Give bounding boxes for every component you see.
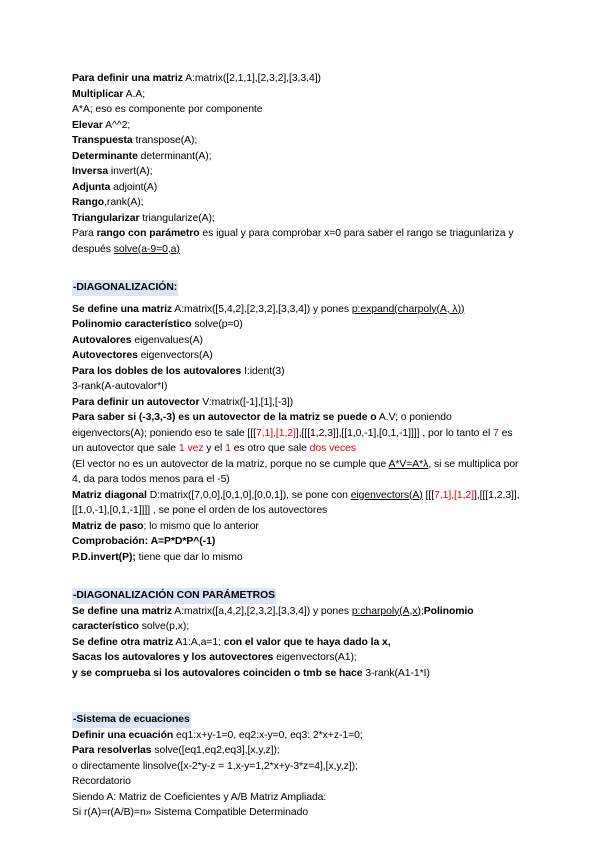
text-run: Autovalores	[72, 334, 132, 346]
triangularize-code: triangularize(A);	[139, 212, 215, 224]
rank-line	[72, 195, 524, 211]
text-run: solve([eq1,eq2,eq3],[x,y,z]);	[151, 745, 280, 756]
transpose-line	[72, 133, 524, 149]
text-run: V:matrix([-1],[1],[-3])	[199, 396, 294, 408]
text-run: A1:A,a=1;	[173, 636, 221, 648]
text-run: I:ident(3)	[241, 365, 285, 377]
define-matrix-label: Para definir una matriz	[72, 73, 183, 84]
text-run: 1 vez	[178, 443, 204, 454]
define-matrix-code: A:matrix([2,1,1],[2,3,2],[3,3,4])	[182, 73, 321, 84]
text-run: y se comprueba si los autovalores coinciden o tmb se hace	[72, 667, 363, 679]
text-run: Para saber si (-3,3,-3) es un autovector de la matriz se puede o	[72, 412, 377, 423]
triangularize-line	[72, 211, 524, 227]
diagonalization-heading: -DIAGONALIZACIÓN:	[72, 280, 178, 296]
inverse-label: Inversa	[72, 166, 109, 177]
double-eigenvalues-line	[72, 364, 524, 380]
param-diagonalization-heading-row	[72, 588, 524, 604]
componentwise-line	[72, 102, 524, 118]
text-run: Para	[72, 228, 97, 239]
text-run: A:matrix([5,4,2],[2,3,2],[3,3,4]) y pones	[172, 303, 352, 315]
charpoly-command: p:expand(charpoly(A, λ))	[351, 303, 465, 315]
determinant-code: determinant(A);	[137, 150, 212, 162]
reminder-line	[72, 774, 524, 790]
text-run: A.V; o poniendo eigenvectors(A); poniendo eso te sale [[[	[72, 412, 452, 439]
text-run: Se define una matriz	[72, 303, 173, 315]
transpose-label: Transpuesta	[72, 135, 133, 146]
define-matrix-2-line	[72, 302, 524, 318]
text-run: Matriz de paso	[72, 520, 144, 532]
eigenvalues-line	[72, 333, 524, 349]
text-run: p:charpoly(A,x);	[351, 605, 424, 617]
check-eigenvector-paragraph	[72, 410, 524, 457]
multiply-line	[72, 87, 524, 103]
text-run: eq1:x+y-1=0, eq2:x-y=0, eq3: 2*x+z-1=0;	[173, 729, 363, 741]
rank-code: ,rank(A);	[104, 197, 144, 208]
text-run: 1	[225, 443, 231, 454]
multiply-code: A.A;	[123, 88, 146, 100]
adjoint-line	[72, 180, 524, 196]
text-run: Comprobación: A=P*D*P^(-1)	[72, 536, 216, 547]
text-run: 7,1],[1,2]	[434, 489, 474, 501]
param-matrix-paragraph	[72, 604, 524, 635]
text-run: Sacas los autovalores y los autovectores	[72, 652, 274, 663]
text-run: 3-rank(A-autovalor*I)	[72, 381, 168, 392]
text-run: Siendo A: Matriz de Coeficientes y A/B Matriz Ampliada:	[72, 791, 327, 803]
text-run: Si r(A)=r(A/B)=n» Sistema Compatible Determinado	[72, 807, 309, 818]
power-code: A^^2;	[102, 119, 131, 131]
diagonalization-heading-row	[72, 280, 524, 296]
text-run: eigenvectors(A1);	[273, 652, 357, 663]
text-run: Definir una ecuación	[72, 729, 174, 741]
text-run: Polinomio característico	[72, 319, 192, 330]
text-run: con el valor que te haya dado la x,	[220, 636, 391, 648]
verification-line	[72, 534, 524, 550]
rank-formula-line	[72, 379, 524, 395]
text-run: , si se multiplica por 4, da para todos menos para el -5)	[72, 458, 519, 485]
rank-parameter-paragraph	[72, 226, 524, 257]
text-run: ],[[[1,2,3]],[[1,0,-1],[0,1,-1]]]] , por lo tanto el	[295, 427, 494, 439]
text-run: Matriz diagonal	[72, 489, 147, 501]
triangularize-label: Triangularizar	[72, 212, 140, 224]
text-run: y el	[203, 443, 226, 454]
inverse-code: invert(A);	[108, 166, 153, 177]
rank-parameter-label: rango con parámetro	[96, 228, 200, 239]
text-run: Se define otra matriz	[72, 636, 174, 648]
solve-command: solve(a-9=0,a)	[113, 243, 180, 255]
text-run: A*V=A*λ	[388, 458, 429, 470]
text-run: eigenvalues(A)	[131, 334, 203, 346]
inverse-line	[72, 164, 524, 180]
text-run: dos veces	[309, 443, 357, 454]
diagonal-matrix-paragraph	[72, 488, 524, 519]
define-eigenvector-line	[72, 395, 524, 411]
solve-line	[72, 743, 524, 759]
param-diagonalization-heading: -DIAGONALIZACIÓN CON PARÁMETROS	[72, 588, 276, 604]
text-run: P.D.invert(P);	[72, 551, 136, 563]
determinant-label: Determinante	[72, 150, 138, 162]
power-line	[72, 118, 524, 134]
text-run: A:matrix([a,4,2],[2,3,2],[3,3,4]) y pones	[172, 605, 352, 617]
text-run: D:matrix([7,0,0],[0,1,0],[0,0,1]), se pone con	[146, 489, 351, 501]
text-run: ],[[[1,2,3]],[[1,0,-1],[0,1,-1]]]] , se pone el orden de los autovectores	[72, 489, 520, 516]
text-run: eigenvectors(A)	[137, 350, 213, 361]
equations-heading-row	[72, 712, 524, 728]
not-eigenvector-paragraph	[72, 457, 524, 488]
text-run: solve(p,x);	[138, 621, 190, 632]
text-run: 3-rank(A1-1*I)	[362, 667, 430, 679]
check-coincide-line	[72, 666, 524, 682]
document-page	[72, 71, 524, 821]
char-poly-line	[72, 317, 524, 333]
componentwise-text: A*A; eso es componente por componente	[72, 104, 263, 115]
text-run: 7	[493, 427, 499, 439]
text-run: [[[	[422, 489, 435, 501]
coefficients-line	[72, 790, 524, 806]
text-run: eigenvectors(A)	[350, 489, 423, 501]
rank-label: Rango	[72, 197, 105, 208]
adjoint-label: Adjunta	[72, 181, 111, 193]
multiply-label: Multiplicar	[72, 88, 124, 100]
define-matrix-line	[72, 71, 524, 87]
determinant-line	[72, 149, 524, 165]
transpose-code: transpose(A);	[132, 135, 198, 146]
text-run: es igual y para comprobar x=0 para saber el rango se triagunlariza y después	[72, 228, 514, 255]
text-run: es otro que sale	[230, 443, 310, 454]
equations-heading: -Sistema de ecuaciones	[72, 712, 191, 728]
text-run: o directamente linsolve([x-2*y-z = 1,x-y=1,2*x+y-3*z=4],[x,y,z]);	[72, 760, 358, 772]
other-matrix-line	[72, 635, 524, 651]
text-run: Recordatorio	[72, 776, 131, 787]
text-run: Autovectores	[72, 350, 138, 361]
eigen-values-vectors-line	[72, 650, 524, 666]
power-label: Elevar	[72, 119, 103, 131]
text-run: ; lo mismo que lo anterior	[143, 520, 259, 532]
linsolve-line	[72, 759, 524, 775]
text-run: 7,1],[1,2]	[255, 427, 296, 439]
text-run: tiene que dar lo mismo	[135, 551, 243, 563]
text-run: Se define una matriz	[72, 605, 173, 617]
text-run: Para los dobles de los autovalores	[72, 365, 242, 377]
text-run: Para definir un autovector	[72, 396, 200, 408]
change-of-basis-line	[72, 519, 524, 535]
text-run: es un autovector que sale	[72, 427, 513, 454]
compatible-system-line	[72, 805, 524, 821]
text-run: (El vector no es un autovector de la matriz, porque no se cumple que	[72, 458, 389, 470]
define-equation-line	[72, 728, 524, 744]
text-run: solve(p=0)	[191, 319, 243, 330]
eigenvectors-line	[72, 348, 524, 364]
adjoint-code: adjoint(A)	[110, 181, 158, 193]
text-run: Polinomio característico	[72, 605, 474, 632]
pd-invert-line	[72, 550, 524, 566]
text-run: Para resolverlas	[72, 745, 152, 756]
